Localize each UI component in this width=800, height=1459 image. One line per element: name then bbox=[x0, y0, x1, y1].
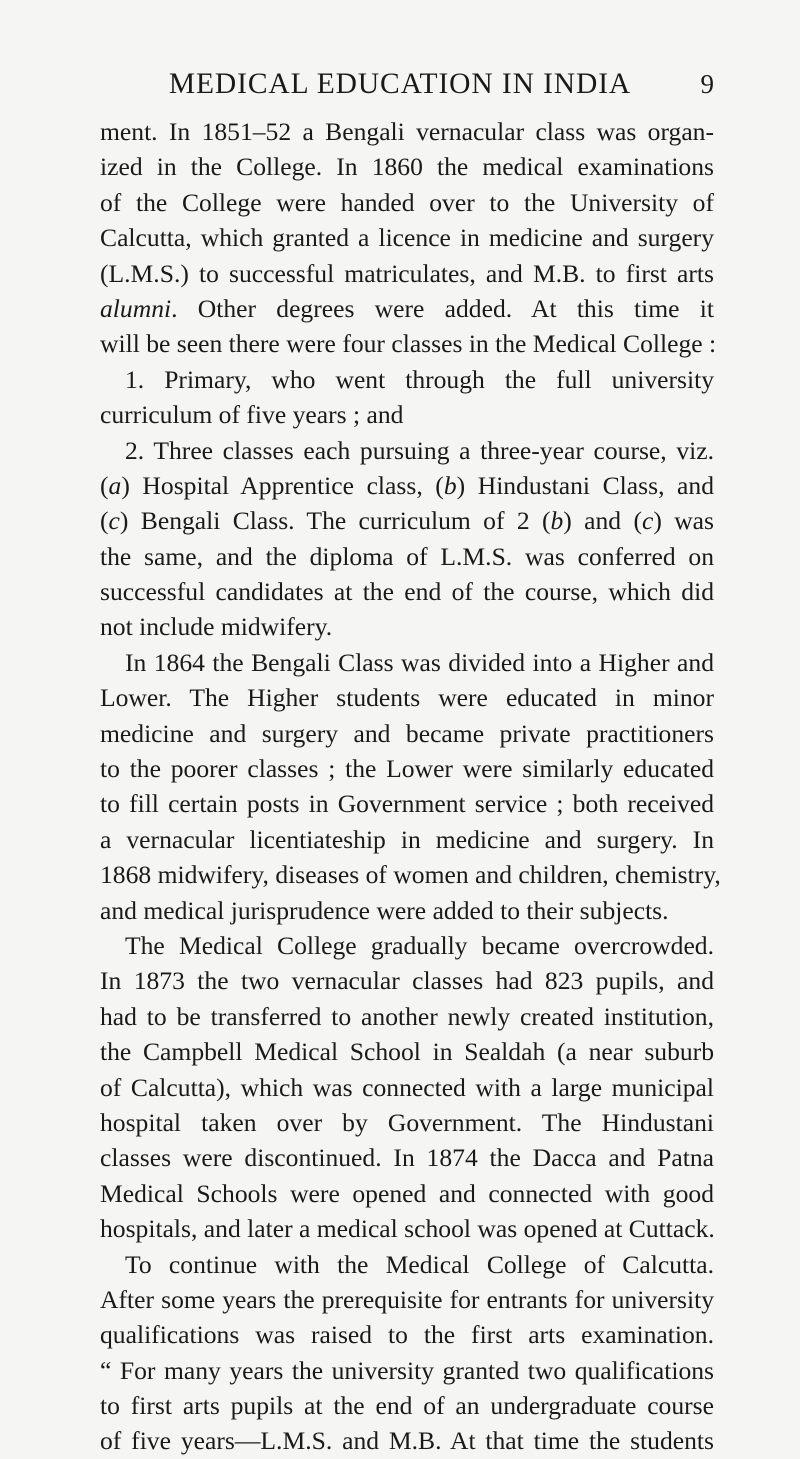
text-segment: ) and ( bbox=[563, 506, 642, 536]
text-segment: the Campbell Medical School in Sealdah (a near suburb bbox=[100, 1037, 714, 1067]
text-segment: ) Bengali Class. The curriculum of 2 ( bbox=[119, 506, 551, 536]
text-segment: not include midwifery. bbox=[100, 612, 333, 642]
text-segment: curriculum of five years ; and bbox=[100, 400, 404, 430]
text-segment: of the College were handed over to the University of bbox=[100, 187, 714, 217]
text-line bbox=[100, 822, 714, 857]
text-segment: of Calcutta), which was connected with a large municipal bbox=[100, 1072, 714, 1102]
text-segment: 1. Primary, who went through the full university bbox=[125, 364, 714, 394]
page-number: 9 bbox=[700, 69, 714, 99]
text-segment: After some years the prerequisite for entrants for university bbox=[100, 1284, 714, 1314]
text-line bbox=[100, 645, 714, 680]
text-line bbox=[100, 503, 714, 538]
text-segment: qualifications was raised to the first arts examination. bbox=[100, 1320, 714, 1350]
text-segment: To continue with the Medical College of Calcutta. bbox=[125, 1249, 714, 1279]
text-line bbox=[100, 291, 714, 326]
text-segment: ment. In 1851–52 a Bengali vernacular class was organ- bbox=[100, 117, 714, 146]
text-segment: and medical jurisprudence were added to their subjects. bbox=[100, 895, 669, 925]
text-segment: ized in the College. In 1860 the medical examinations bbox=[100, 152, 714, 182]
text-line bbox=[100, 220, 714, 255]
text-segment: will be seen there were four classes in the Medical College : bbox=[100, 329, 717, 359]
text-line bbox=[100, 256, 714, 291]
text-segment: to fill certain posts in Government service ; both received bbox=[100, 789, 714, 819]
text-segment: “ For many years the university granted two qualifications bbox=[100, 1355, 714, 1385]
page-header bbox=[0, 64, 800, 104]
running-title: MEDICAL EDUCATION IN INDIA bbox=[168, 68, 632, 100]
text-line bbox=[100, 1247, 714, 1282]
text-line bbox=[100, 1105, 714, 1140]
text-line bbox=[100, 397, 714, 432]
text-segment: successful candidates at the end of the course, which did bbox=[100, 577, 714, 607]
text-line bbox=[100, 963, 714, 998]
text-line bbox=[100, 574, 714, 609]
text-line bbox=[100, 893, 714, 928]
text-segment: In 1864 the Bengali Class was divided into a Higher and bbox=[125, 647, 714, 677]
text-segment: (L.M.S.) to successful matriculates, and M.B. to first arts bbox=[100, 258, 714, 288]
text-segment: ) Hospital Apprentice class, ( bbox=[121, 470, 444, 500]
text-line bbox=[100, 1034, 714, 1069]
text-segment: The Medical College gradually became overcrowded. bbox=[125, 930, 714, 960]
text-segment: ) Hindustani Class, and bbox=[456, 470, 714, 500]
text-segment: hospital taken over by Government. The Hindustani bbox=[100, 1107, 714, 1137]
text-segment: ( bbox=[100, 470, 109, 500]
text-line bbox=[100, 539, 714, 574]
text-segment: a vernacular licentiateship in medicine and surgery. In bbox=[100, 824, 714, 854]
italic-text: c bbox=[108, 506, 120, 536]
body-text bbox=[100, 114, 721, 1459]
text-segment: 2. Three classes each pursuing a three-year course, viz. bbox=[125, 435, 714, 465]
italic-text: b bbox=[443, 470, 457, 500]
text-line bbox=[100, 786, 714, 821]
text-segment: Lower. The Higher students were educated in minor bbox=[100, 683, 714, 713]
text-line bbox=[100, 1211, 714, 1246]
italic-text: a bbox=[108, 470, 122, 500]
text-line bbox=[100, 999, 714, 1034]
text-line bbox=[100, 114, 714, 149]
text-segment: of five years—L.M.S. and M.B. At that time the students bbox=[100, 1426, 714, 1456]
text-line bbox=[100, 1423, 714, 1458]
text-line bbox=[100, 1353, 714, 1388]
text-line bbox=[100, 716, 714, 751]
text-segment: had to be transferred to another newly created institution, bbox=[100, 1001, 714, 1031]
text-line bbox=[100, 857, 721, 892]
text-segment: ) was bbox=[653, 506, 715, 536]
text-line bbox=[100, 1176, 714, 1211]
text-line bbox=[100, 1388, 714, 1423]
text-segment: to first arts pupils at the end of an undergraduate course bbox=[100, 1391, 714, 1421]
text-segment: Calcutta, which granted a licence in medicine and surgery bbox=[100, 223, 714, 253]
text-line bbox=[100, 680, 714, 715]
text-segment: to the poorer classes ; the Lower were similarly educated bbox=[100, 754, 714, 784]
text-line bbox=[100, 468, 714, 503]
text-segment: Medical Schools were opened and connected with good bbox=[100, 1178, 714, 1208]
text-segment: . Other degrees were added. At this time it bbox=[171, 293, 714, 323]
text-segment: classes were discontinued. In 1874 the Dacca and Patna bbox=[100, 1143, 714, 1173]
text-segment: ( bbox=[100, 506, 109, 536]
text-line bbox=[100, 185, 714, 220]
italic-text: c bbox=[641, 506, 654, 536]
text-line bbox=[100, 751, 714, 786]
text-line bbox=[100, 928, 714, 963]
text-segment: In 1873 the two vernacular classes had 823 pupils, and bbox=[100, 966, 714, 996]
text-segment: the same, and the diploma of L.M.S. was conferred on bbox=[100, 541, 714, 571]
text-line bbox=[100, 362, 714, 397]
text-line bbox=[100, 1140, 714, 1175]
italic-text: b bbox=[550, 506, 564, 536]
text-line bbox=[100, 433, 714, 468]
text-line bbox=[100, 326, 717, 361]
text-line bbox=[100, 149, 714, 184]
text-segment: 1868 midwifery, diseases of women and children, chemistry, bbox=[100, 860, 721, 890]
text-segment: hospitals, and later a medical school was opened at Cuttack. bbox=[100, 1214, 715, 1244]
text-segment: medicine and surgery and became private practitioners bbox=[100, 718, 714, 748]
text-line bbox=[100, 1070, 714, 1105]
text-line bbox=[100, 609, 714, 644]
text-line bbox=[100, 1282, 714, 1317]
italic-text: alumni bbox=[100, 293, 172, 323]
